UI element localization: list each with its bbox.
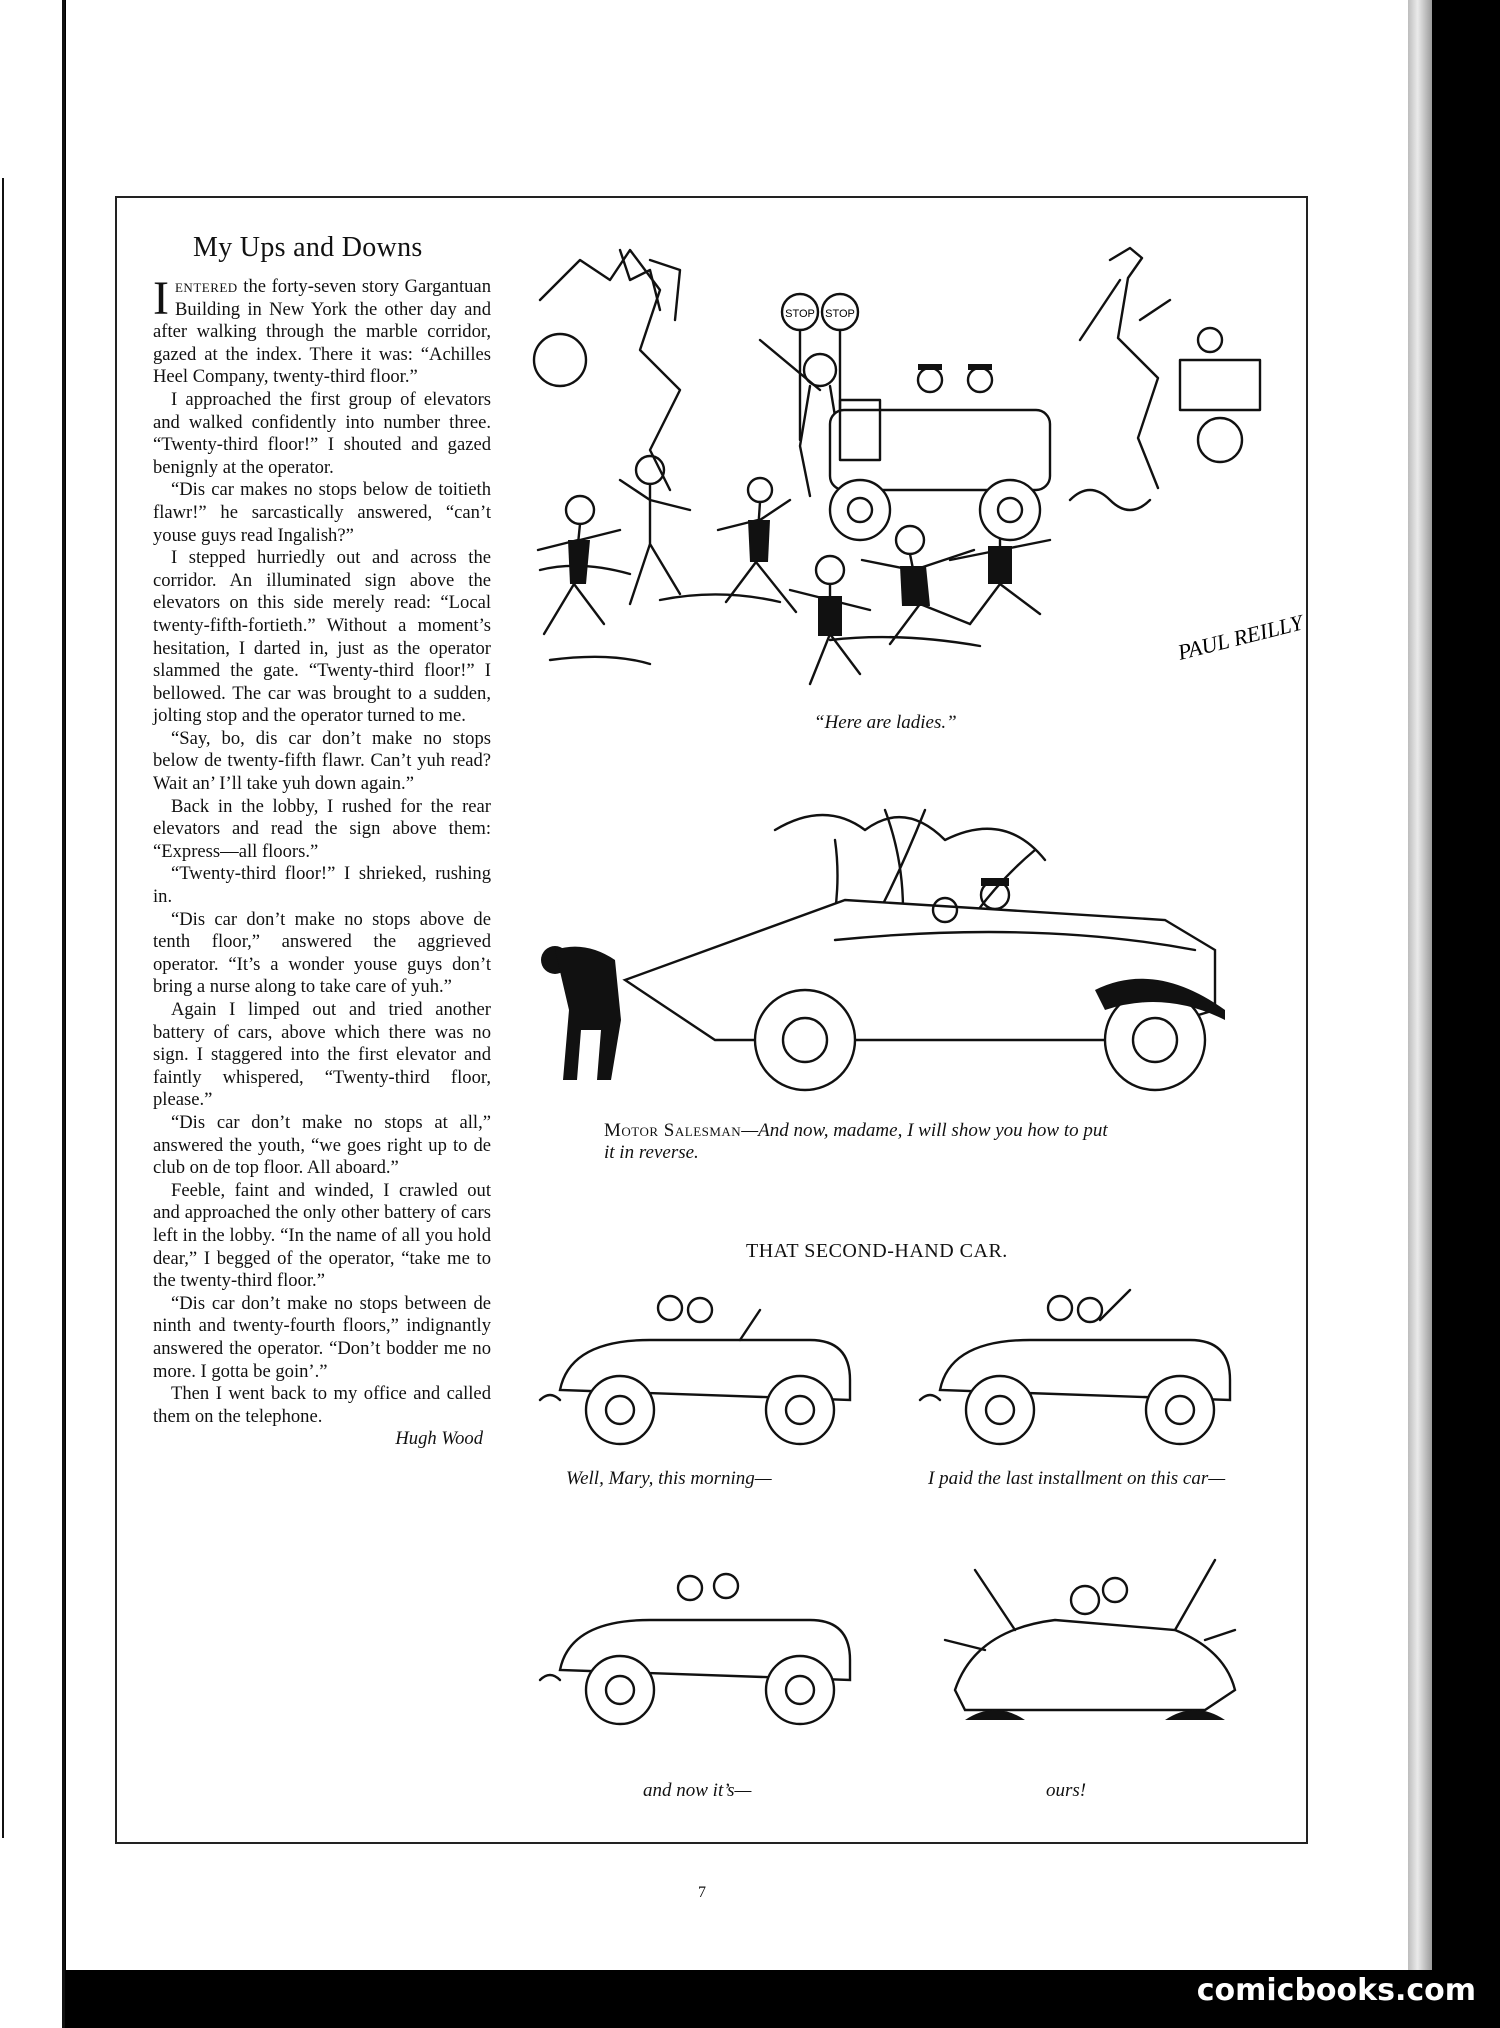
article-title: My Ups and Downs	[193, 232, 423, 263]
book-spine	[1408, 0, 1432, 1970]
article-paragraph: “Dis car don’t make no stops at all,” answered the youth, “we goes right up to de club on de top floor. All aboard.”	[153, 1111, 491, 1179]
article-paragraph: Then I went back to my office and called them on the telephone.	[153, 1383, 491, 1427]
panel-caption: Well, Mary, this morning—	[566, 1468, 772, 1489]
car-with-ladies	[830, 364, 1050, 540]
byline: Hugh Wood	[395, 1428, 483, 1450]
cartoon-motor-salesman	[515, 790, 1275, 1120]
panel-car-2	[920, 1280, 1260, 1460]
panel-caption: I paid the last installment on this car—	[928, 1468, 1226, 1489]
panel-caption: and now it’s—	[643, 1780, 752, 1801]
panel-car-1	[540, 1280, 880, 1460]
speaker-label: Motor Salesman	[604, 1120, 742, 1141]
article-paragraph: I approached the first group of elevators and walked confidently into number three. “Twenty-third floor!” I shouted and gazed benignly at the operator.	[153, 388, 491, 478]
facing-page-edge	[0, 0, 65, 2028]
running-figure	[538, 496, 620, 634]
panel-car-3	[540, 1560, 880, 1740]
article-paragraph: “Twenty-third floor!” I shrieked, rushing in.	[153, 863, 491, 908]
svg-text:STOP: STOP	[825, 308, 855, 320]
cartoon-traffic-crowd	[530, 240, 1306, 690]
car-wheel	[755, 990, 855, 1090]
motor-salesman	[541, 946, 621, 1080]
watermark: comicbooks.com	[1196, 1973, 1476, 2008]
article-paragraph: “Say, bo, dis car don’t make no stops below de twenty-fifth flawr. Can’t yuh read? Wait an’ I’ll take yuh down again.”	[153, 727, 491, 795]
rearing-horse	[1080, 248, 1260, 488]
stop-sign	[782, 294, 818, 440]
article-paragraph: I stepped hurriedly out and across the corridor. An illuminated sign above the elevators on this side merely read: “Local twenty-fifth-fortieth.” Without a moment’s hesitation, I darted in, just as the operator slammed the gate. “Twenty-third floor!” I bellowed. The car was brought to a sudden, jolting stop and the operator turned to me.	[153, 547, 491, 727]
cartoon-series-title: THAT SECOND-HAND CAR.	[746, 1240, 1008, 1262]
artist-signature: PAUL REILLY	[1175, 609, 1306, 665]
panel-car-wreck	[935, 1560, 1255, 1750]
article-paragraph: “Dis car makes no stops below de toitieth flawr!” he sarcastically answered, “can’t youse guys read Ingalish?”	[153, 479, 491, 546]
cartoon-caption: Motor Salesman—And now, madame, I will show you how to put it in reverse.	[604, 1120, 1108, 1163]
article-paragraph: Again I limped out and tried another battery of cars, above which there was no sign. I staggered into the first elevator and faintly whispered, “Twenty-third floor, please.”	[153, 999, 491, 1111]
page-number: 7	[698, 1884, 706, 1901]
drop-cap: I	[153, 272, 169, 325]
article-paragraph: “Dis car don’t make no stops between de ninth and twenty-fourth floors,” indignantly answered the operator. “Don’t bodder me no more. I gotta be goin’.”	[153, 1292, 491, 1382]
article-paragraph: “Dis car don’t make no stops above de tenth floor,” answered the aggrieved operator. “It’s a wonder youse guys don’t bring a nurse along to take care of yuh.”	[153, 908, 491, 998]
article-column	[153, 232, 491, 1450]
article-paragraph: Back in the lobby, I rushed for the rear elevators and read the sign above them: “Express—all floors.”	[153, 795, 491, 862]
panel-caption: ours!	[1046, 1780, 1087, 1801]
cartoon-caption: “Here are ladies.”	[814, 712, 957, 733]
article-paragraph: Feeble, faint and winded, I crawled out and approached the only other battery of cars left in the lobby. “In the name of all you hold dear,” I begged of the operator, “take me to the twenty-third floor.”	[153, 1179, 491, 1292]
lead-in: entered	[174, 276, 238, 297]
article-paragraph: Ientered the forty-seven story Gargantuan Building in New York the other day and after walking through the marble corridor, gazed at the index. There it was: “Achilles Heel Company, twenty-third floor.”	[153, 272, 491, 388]
svg-text:STOP: STOP	[785, 308, 815, 320]
